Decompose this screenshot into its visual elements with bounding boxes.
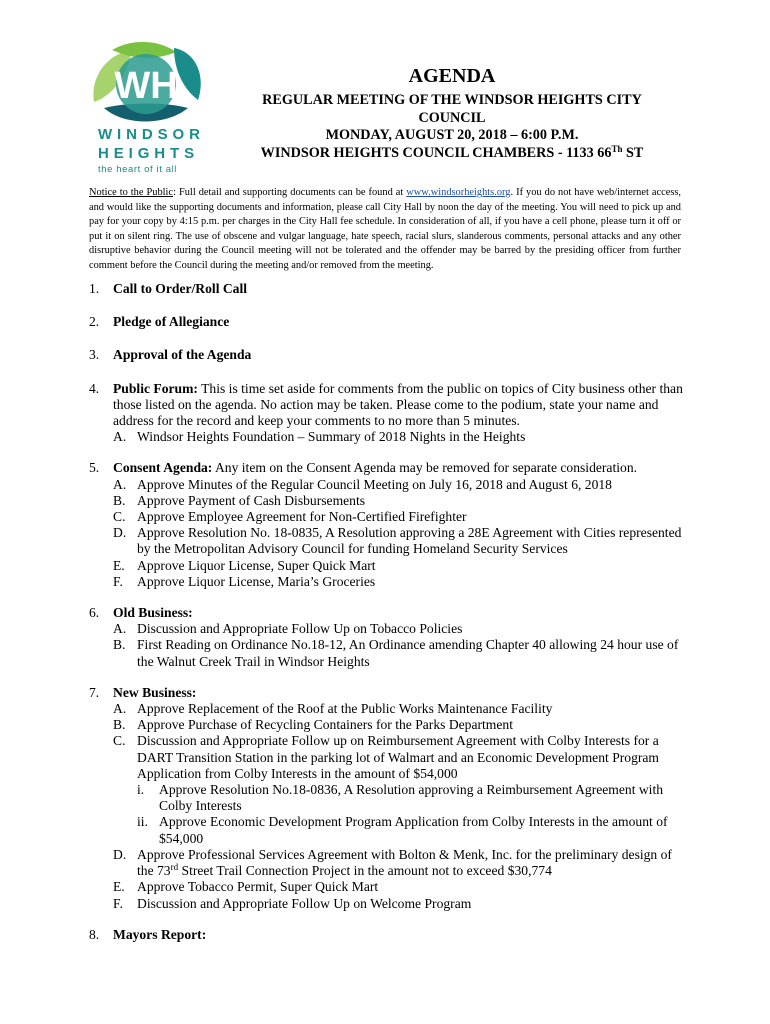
sub-item-text: Approve Professional Services Agreement with Bolton & Menk, Inc. for the preliminary design of the 73 [137,846,672,879]
sub-item-letter: A. [113,429,127,445]
sub-item-text: Discussion and Appropriate Follow Up on Welcome Program [137,895,472,911]
sub-item [113,733,689,782]
sub-item-text: First Reading on Ordinance No.18-12, An Ordinance amending Chapter 40 allowing 24 hour use of the Walnut Creek Trail in Windsor Heights [137,637,679,669]
sub-sub-item-text: Approve Resolution No.18-0836, A Resolution approving a Reimbursement Agreement with Colby Interests [159,782,664,814]
item-number: 2. [89,314,100,330]
notice-pre-link: : Full detail and supporting documents can be found at [173,187,407,198]
sub-item-letter: B. [113,717,126,733]
sub-item-text: Discussion and Appropriate Follow up on Reimbursement Agreement with Colby Interests for a DART Transition Station in the parking lot of Walmart and an Economic Development Program Application from Colby Interests in the amount of $54,000 [137,733,660,781]
agenda-item-8 [89,927,689,943]
sub-item-text: Approve Replacement of the Roof at the Public Works Maintenance Facility [137,701,553,717]
sub-item-letter: C. [113,733,126,749]
agenda-header [236,64,668,162]
location-ordinal: Th [611,143,623,154]
ordinal-suffix: rd [170,862,179,873]
logo-leaf-right [174,48,201,100]
sub-item [113,558,689,574]
public-notice [89,186,681,274]
sub-item [113,621,689,637]
sub-item-text: Approve Minutes of the Regular Council Meeting on July 16, 2018 and August 6, 2018 [137,476,612,492]
sub-item [113,637,689,669]
meeting-date: MONDAY, AUGUST 20, 2018 – 6:00 P.M. [325,127,579,143]
logo-tagline: the heart of it all [98,164,177,175]
agenda-item-1 [89,281,689,297]
item-title: Approval of the Agenda [113,347,252,363]
sub-item-text: Windsor Heights Foundation – Summary of 2018 Nights in the Heights [137,429,526,445]
agenda-item-3 [89,347,689,363]
sub-sub-item-text: Approve Economic Development Program Application from Colby Interests in the amount of $54,000 [159,814,668,846]
sub-item-text: Approve Liquor License, Maria’s Groceries [137,573,376,589]
website-link[interactable]: www.windsorheights.org [406,187,511,198]
item-title: Pledge of Allegiance [113,314,230,330]
meeting-type-line1: REGULAR MEETING OF THE WINDSOR HEIGHTS CITY [262,92,642,108]
page-title: AGENDA [408,65,496,87]
notice-label: Notice to the Public [89,187,174,198]
sub-sub-item [113,782,689,814]
agenda-item-6 [89,605,689,670]
sub-sub-item [113,814,689,846]
sub-item-letter: D. [113,525,127,541]
item-title: Old Business: [113,605,193,621]
sub-item-text: Approve Payment of Cash Disbursements [137,492,366,508]
agenda-item-2 [89,314,689,330]
sub-item-text: Approve Purchase of Recycling Containers for the Parks Department [137,717,513,733]
item-number: 3. [89,347,100,363]
sub-item-text: Approve Tobacco Permit, Super Quick Mart [137,879,379,895]
sub-item [113,429,689,445]
agenda-items [89,281,689,943]
sub-item [113,525,689,557]
meeting-type-line2: COUNCIL [418,109,486,126]
item-description: Any item on the Consent Agenda may be removed for separate consideration. [212,460,638,476]
sub-sub-item-numeral: i. [137,782,145,798]
sub-item-text: Discussion and Appropriate Follow Up on Tobacco Policies [137,621,463,637]
logo-word-heights: HEIGHTS [98,145,199,162]
sub-item-text: Approve Resolution No. 18-0835, A Resolution approving a 28E Agreement with Cities represented by the Metropolitan Advisory Council for funding Homeland Security Services [137,525,682,557]
agenda-item-5 [89,460,689,590]
location-text: WINDSOR HEIGHTS COUNCIL CHAMBERS - 1133 66 [260,144,612,161]
item-title: Public Forum: [113,380,198,396]
sub-item-letter: C. [113,509,126,525]
item-title: Mayors Report: [113,926,207,942]
logo-word-windsor: WINDSOR [98,126,205,143]
item-number: 7. [89,684,100,700]
sub-item [113,477,689,493]
sub-item-letter: B. [113,492,126,508]
sub-item-text-cont: Street Trail Connection Project in the amount not to exceed $30,774 [178,863,552,879]
item-title: Call to Order/Roll Call [113,281,248,296]
sub-item-text: Approve Employee Agreement for Non-Certified Firefighter [137,509,467,525]
item-title: New Business: [113,684,197,700]
sub-item-letter: F. [113,573,123,589]
logo-monogram: WH [114,65,178,107]
sub-item-letter: B. [113,637,126,653]
sub-item [113,509,689,525]
city-logo [88,42,206,176]
item-number: 1. [89,281,100,296]
sub-item [113,896,689,912]
sub-item-text: Approve Liquor License, Super Quick Mart [137,557,376,573]
sub-item-letter: E. [113,557,125,573]
item-number: 6. [89,605,100,621]
sub-sub-item-numeral: ii. [137,814,148,830]
sub-item [113,847,689,879]
meeting-location [236,145,668,163]
item-number: 8. [89,926,100,942]
agenda-item-7 [89,685,689,912]
sub-item-letter: F. [113,895,123,911]
logo-leaf-emblem [88,42,206,126]
location-street: ST [622,144,644,161]
sub-item [113,574,689,590]
agenda-item-4 [89,381,689,446]
sub-item [113,717,689,733]
sub-item-letter: D. [113,846,127,862]
item-number: 5. [89,460,100,476]
sub-item [113,493,689,509]
item-description: This is time set aside for comments from the public on topics of City business other than those listed on the agenda. No action may be taken. Please come to the podium, state your name and address for the record and keep your comments to no more than 5 minutes. [113,380,683,429]
notice-body: . If you do not have web/internet access, and would like the supporting documents and information, please call City Hall by noon the day of the meeting. You will need to pick up and pay for your copy by 4:15 p.m. per charges in the City Hall fee schedule. In consideration of all, if you have a cell phone, please turn it off or put it on silent ring. The use of obscene and vulgar language, hate speech, racial slurs, slanderous comments, personal attacks and any other disruptive behavior during the Council meeting will not be tolerated and the offender may be barred by the presiding officer from further comment before the Council during the meeting and/or removed from the meeting. [89,187,682,271]
item-number: 4. [89,380,100,396]
sub-item-letter: A. [113,621,127,637]
item-title: Consent Agenda: [113,460,213,476]
sub-item-letter: A. [113,701,127,717]
sub-item [113,701,689,717]
sub-item-letter: E. [113,879,125,895]
sub-item-letter: A. [113,476,127,492]
sub-item [113,879,689,895]
